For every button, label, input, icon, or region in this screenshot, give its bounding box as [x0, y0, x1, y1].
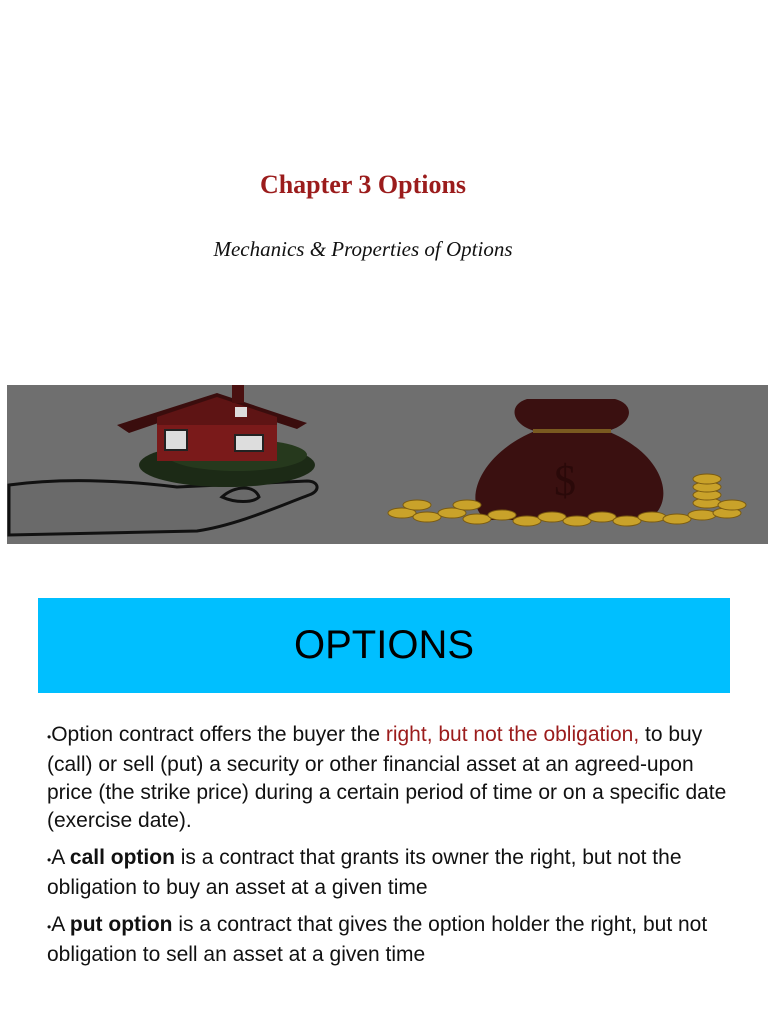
bullet-text: Option contract offers the buyer the: [51, 723, 386, 746]
bullet-text: A: [51, 913, 70, 936]
svg-text:$: $: [554, 456, 576, 505]
bullet-item-put-option: [47, 911, 737, 969]
bullet-text: is a contract that grants its owner the right, but not the obligation to buy an asset at a given time: [47, 846, 682, 899]
section-heading: OPTIONS: [293, 623, 475, 667]
bullet-text: to buy (call) or sell (put) a security or other financial asset at an agreed-upon price (the strike price) during a certain period of time or on a specific date (exercise date).: [47, 723, 727, 832]
banner-image: [7, 385, 768, 544]
highlight-text: right, but not the obligation,: [385, 723, 640, 746]
bullet-text: is a contract that gives the option holder the right, but not obligation to sell an asset at a given time: [47, 913, 708, 966]
term-call-option: call option: [69, 846, 175, 869]
bullet-marker: •: [47, 920, 52, 934]
bullet-list: [47, 721, 737, 978]
bullet-item-call-option: [47, 844, 737, 902]
bullet-marker: •: [47, 853, 52, 867]
page-title: Chapter 3 Options: [259, 170, 467, 199]
bullet-text: A: [51, 846, 70, 869]
bullet-marker: •: [47, 730, 52, 744]
term-put-option: put option: [69, 913, 173, 936]
section-heading-box: [38, 598, 730, 693]
page-subtitle: Mechanics & Properties of Options: [213, 237, 513, 261]
bullet-item-option-contract: [47, 721, 737, 835]
